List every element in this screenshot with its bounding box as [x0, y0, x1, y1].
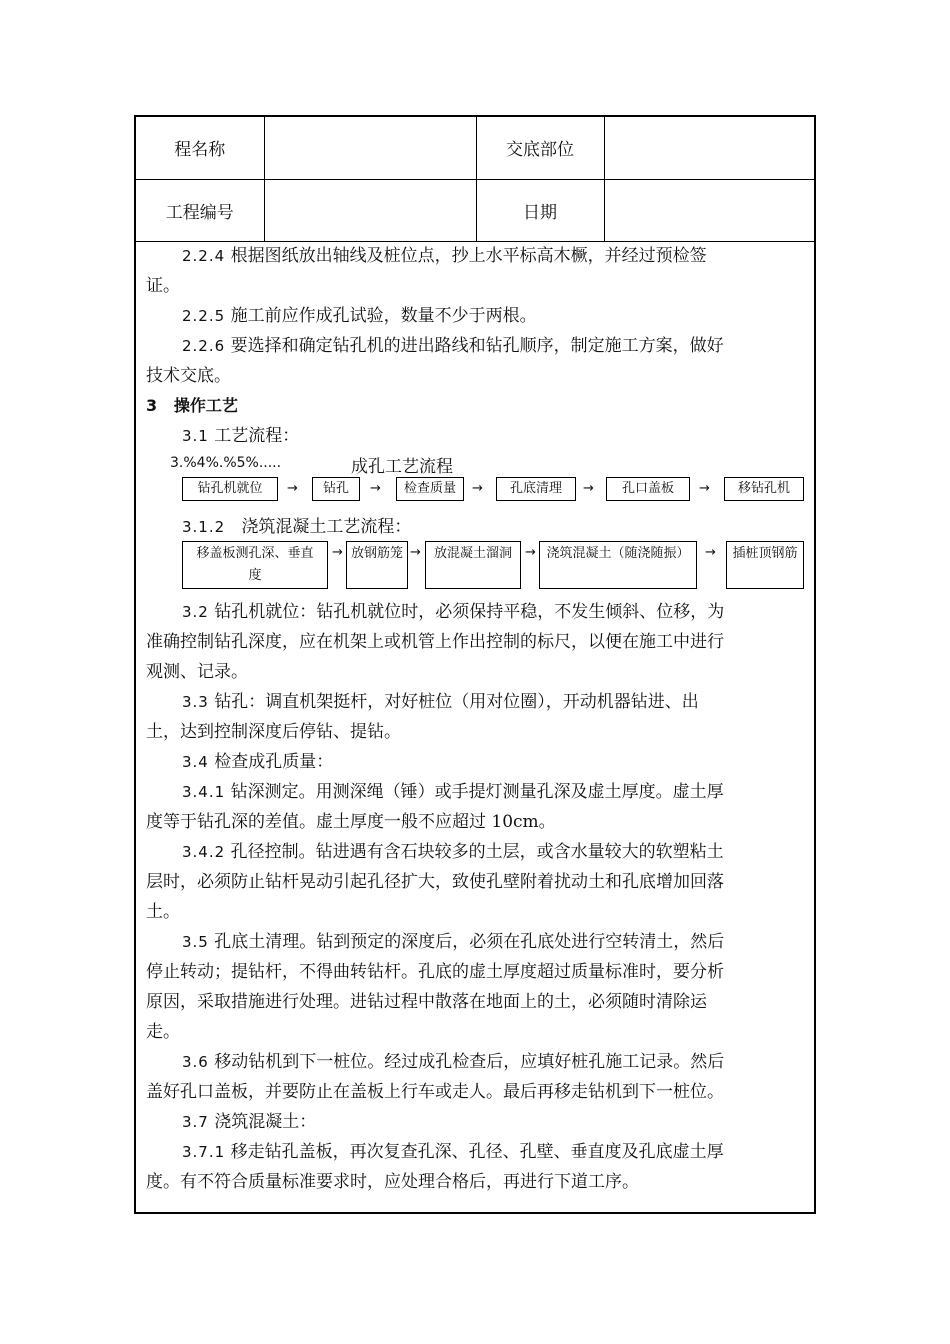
paragraph-3-4-2-cont: 层时，必须防止钻杆晃动引起孔径扩大，致使孔壁附着扰动土和孔底增加回落	[146, 872, 724, 892]
project-name-label: 程名称	[136, 117, 264, 179]
paragraph-3-7: 3.7 浇筑混凝土：	[182, 1112, 317, 1132]
flow1-title: 成孔工艺流程	[351, 457, 453, 477]
paragraph-3-1: 3.1 工艺流程：	[182, 426, 300, 446]
paragraph-2-2-6: 2.2.6 要选择和确定钻孔机的进出路线和钻孔顺序，制定施工方案，做好	[182, 336, 724, 356]
date-value[interactable]	[604, 179, 814, 241]
paragraph-3-5-cont: 走。	[146, 1022, 180, 1042]
flow2-step: 插桩顶钢筋	[726, 541, 804, 589]
flow2-step: 移盖板测孔深、垂直 度	[182, 541, 328, 589]
flow1-prefix: 3.%4%.%5%.....	[170, 455, 282, 471]
header-row	[136, 179, 814, 241]
document-frame	[134, 115, 816, 1214]
handover-part-value[interactable]	[604, 117, 814, 179]
flow2-step: 放混凝土溜洞	[425, 541, 521, 589]
paragraph-3-2: 3.2 钻孔机就位：钻孔机就位时，必须保持平稳，不发生倾斜、位移，为	[182, 602, 725, 622]
paragraph-3-7-1: 3.7.1 移走钻孔盖板，再次复查孔深、孔径、孔壁、垂直度及孔底虚土厚	[182, 1142, 724, 1162]
date-label: 日期	[476, 179, 604, 241]
document-body	[146, 241, 806, 1197]
flow2-diagram	[146, 541, 806, 597]
arrow-icon: →	[472, 481, 483, 496]
flow1-step: 孔底清理	[496, 477, 576, 501]
project-number-label: 工程编号	[136, 179, 264, 241]
paragraph-3-5: 3.5 孔底土清理。钻到预定的深度后，必须在孔底处进行空转清土，然后	[182, 932, 725, 952]
arrow-icon: →	[525, 545, 536, 560]
flow2-step: 放钢筋笼	[346, 541, 408, 589]
paragraph-3-1-2: 3.1.2 浇筑混凝土工艺流程：	[182, 517, 412, 537]
paragraph-3-4-2-cont: 土。	[146, 902, 180, 922]
header-table	[136, 117, 814, 242]
flow1-step: 移钻孔机	[724, 477, 804, 501]
paragraph-2-2-4: 2.2.4 根据图纸放出轴线及桩位点，抄上水平标高木橛，并经过预检签	[182, 246, 707, 266]
paragraph-3-4-2: 3.4.2 孔径控制。钻进遇有含石块较多的土层，或含水量较大的软塑粘土	[182, 842, 724, 862]
arrow-icon: →	[370, 481, 381, 496]
paragraph-3-6: 3.6 移动钻机到下一桩位。经过成孔检查后，应填好桩孔施工记录。然后	[182, 1052, 725, 1072]
flow2-step: 浇筑混凝土（随浇随振）	[539, 541, 697, 589]
project-number-value[interactable]	[264, 179, 476, 241]
flow1-step: 孔口盖板	[606, 477, 690, 501]
paragraph-3-4-1-cont: 度等于钻孔深的差值。虚土厚度一般不应超过 10cm。	[146, 812, 556, 832]
paragraph-3-4-1: 3.4.1 钻深测定。用测深绳（锤）或手提灯测量孔深及虚土厚度。虚土厚	[182, 782, 724, 802]
arrow-icon: →	[332, 545, 343, 560]
flow1-title-line	[146, 451, 806, 477]
paragraph-2-2-6-cont: 技术交底。	[146, 366, 231, 386]
arrow-icon: →	[410, 545, 421, 560]
paragraph-3-2-cont: 观测、记录。	[146, 662, 248, 682]
paragraph-3-5-cont: 停止转动；提钻杆，不得曲转钻杆。孔底的虚土厚度超过质量标准时，要分析	[146, 962, 724, 982]
paragraph-2-2-5: 2.2.5 施工前应作成孔试验，数量不少于两根。	[182, 306, 537, 326]
arrow-icon: →	[583, 481, 594, 496]
paragraph-3-5-cont: 原因，采取措施进行处理。进钻过程中散落在地面上的土，必须随时清除运	[146, 992, 707, 1012]
flow1-step: 钻孔机就位	[182, 477, 278, 501]
paragraph-2-2-4-cont: 证。	[146, 276, 180, 296]
paragraph-3-4: 3.4 检查成孔质量：	[182, 752, 334, 772]
paragraph-3-2-cont: 准确控制钻孔深度，应在机架上或机管上作出控制的标尺，以便在施工中进行	[146, 632, 724, 652]
flow1-step: 钻孔	[312, 477, 360, 501]
section-3-heading: 3 操作工艺	[146, 396, 238, 415]
flow1-step: 检查质量	[396, 477, 464, 501]
project-name-value[interactable]	[264, 117, 476, 179]
arrow-icon: →	[699, 481, 710, 496]
arrow-icon: →	[287, 481, 298, 496]
arrow-icon: →	[705, 545, 716, 560]
handover-part-label: 交底部位	[476, 117, 604, 179]
paragraph-3-6-cont: 盖好孔口盖板，并要防止在盖板上行车或走人。最后再移走钻机到下一桩位。	[146, 1082, 724, 1102]
paragraph-3-7-1-cont: 度。有不符合质量标准要求时，应处理合格后，再进行下道工序。	[146, 1172, 639, 1192]
paragraph-3-3-cont: 土，达到控制深度后停钻、提钻。	[146, 722, 401, 742]
paragraph-3-3: 3.3 钻孔：调直机架挺杆，对好桩位（用对位圈），开动机器钻进、出	[182, 692, 699, 712]
header-row	[136, 117, 814, 179]
flow1-diagram	[146, 477, 806, 513]
